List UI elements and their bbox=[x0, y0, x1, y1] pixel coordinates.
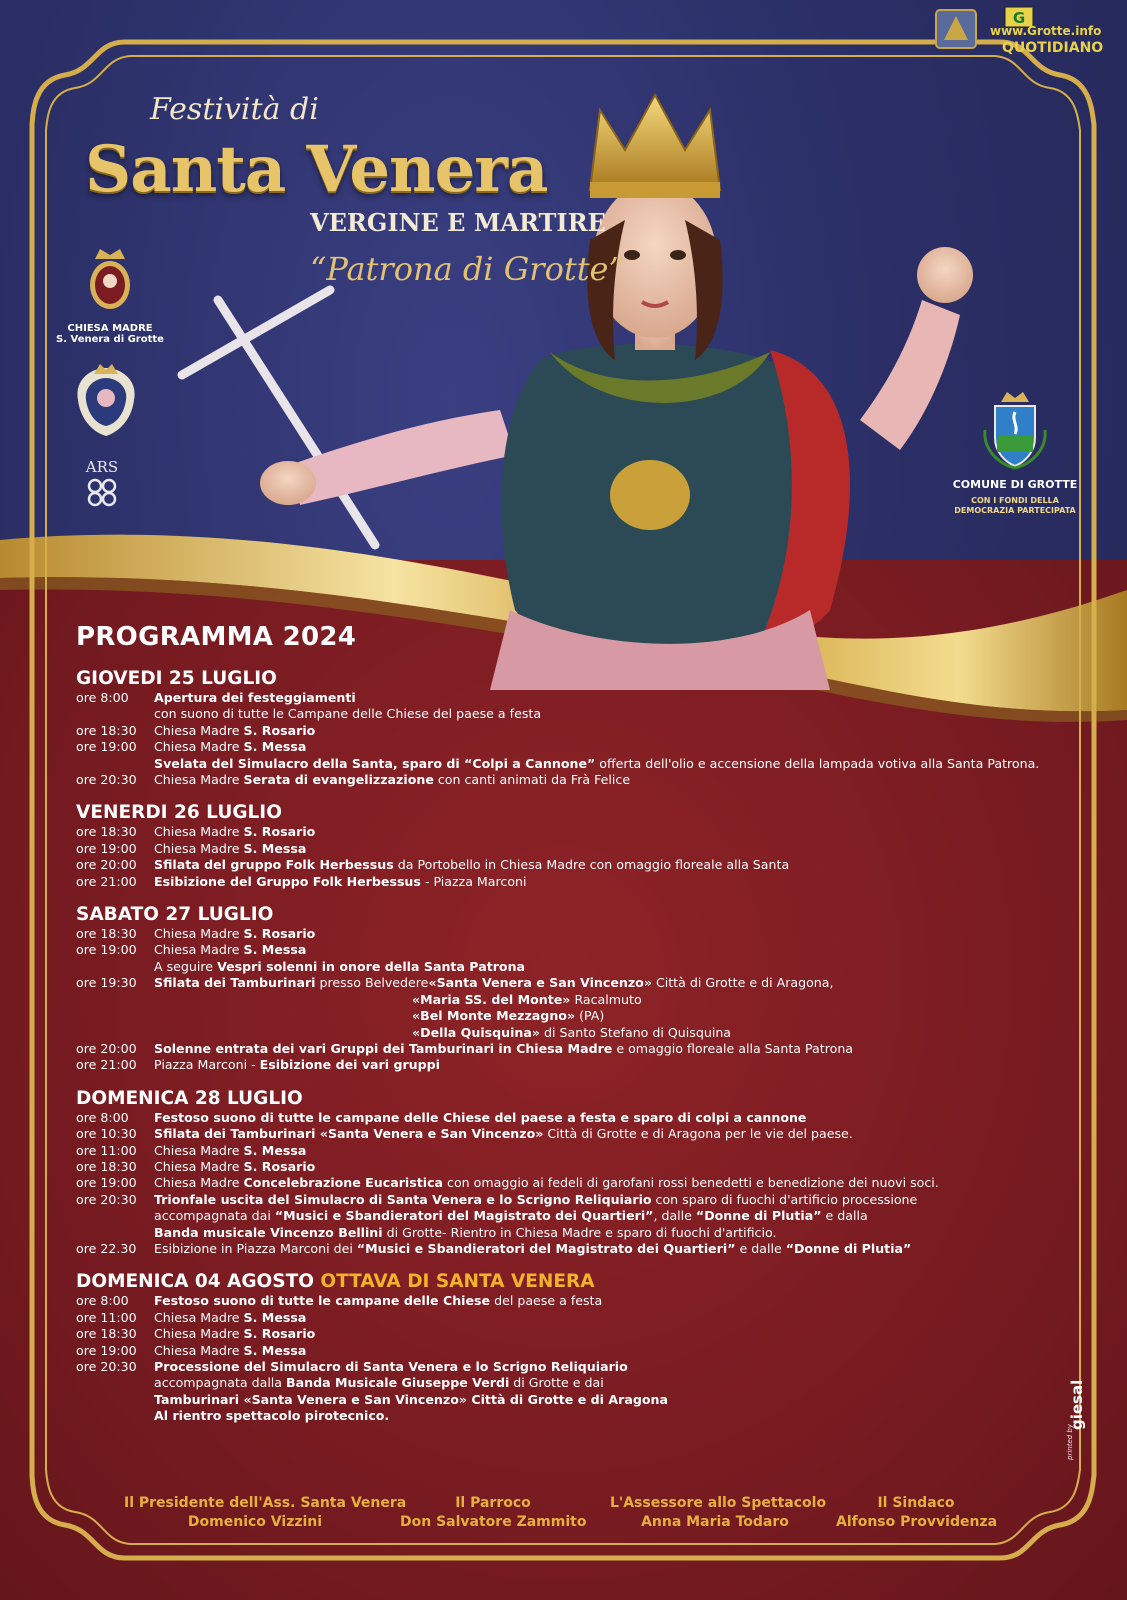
event-highlight: S. Rosario bbox=[243, 722, 316, 738]
event-highlight: S. Rosario bbox=[243, 1326, 316, 1342]
event-highlight: S. Messa bbox=[243, 942, 307, 958]
program-day bbox=[76, 1271, 1036, 1424]
program-event bbox=[76, 690, 1036, 706]
program-event bbox=[76, 1192, 1036, 1208]
program-day bbox=[76, 904, 1036, 1074]
event-text: Racalmuto bbox=[570, 991, 642, 1007]
event-highlight: «Maria SS. del Monte» bbox=[412, 991, 571, 1007]
event-text: accompagnata dai bbox=[154, 1208, 275, 1224]
event-highlight: «Santa Venera e San Vincenzo» bbox=[428, 975, 652, 991]
event-highlight: Concelebrazione Eucaristica bbox=[243, 1175, 444, 1191]
program-event bbox=[76, 1408, 1036, 1424]
event-time: ore 19:00 bbox=[76, 739, 137, 755]
event-time bbox=[76, 992, 154, 1008]
event-time: ore 18:30 bbox=[76, 1158, 137, 1174]
event-description bbox=[154, 1025, 1036, 1041]
event-highlight: Festoso suono di tutte le campane delle Chiese del paese a festa e sparo di colpi a cannone bbox=[154, 1109, 807, 1125]
comune-funds-label-2: DEMOCRAZIA PARTECIPATA bbox=[954, 506, 1076, 515]
event-text: Città di Grotte e di Aragona, bbox=[651, 975, 834, 991]
chiesa-label-1: CHIESA MADRE bbox=[67, 323, 153, 334]
event-highlight: Vespri solenni in onore della Santa Patrona bbox=[217, 958, 526, 974]
day-title bbox=[76, 802, 1036, 824]
event-text: Chiesa Madre bbox=[154, 722, 244, 738]
signature-sindaco bbox=[836, 1494, 996, 1532]
event-highlight: S. Messa bbox=[243, 1142, 307, 1158]
event-text: Chiesa Madre bbox=[154, 1326, 244, 1342]
program-event bbox=[76, 1208, 1036, 1224]
event-time: ore 21:00 bbox=[76, 1057, 137, 1073]
event-time: ore 19:00 bbox=[76, 1175, 137, 1191]
event-text: Chiesa Madre bbox=[154, 942, 244, 958]
event-text: Chiesa Madre bbox=[154, 1309, 244, 1325]
event-text: Chiesa Madre bbox=[154, 824, 244, 840]
event-time: ore 20:00 bbox=[76, 857, 137, 873]
program-event bbox=[76, 1057, 1036, 1073]
event-text: A seguire bbox=[154, 958, 218, 974]
program-list bbox=[76, 668, 1040, 1439]
event-description bbox=[154, 959, 1036, 975]
event-text: e dalle bbox=[735, 1240, 786, 1256]
event-description bbox=[154, 723, 1036, 739]
event-text: Chiesa Madre bbox=[154, 1342, 244, 1358]
event-time: ore 8:00 bbox=[76, 690, 129, 705]
event-highlight: S. Messa bbox=[243, 1309, 307, 1325]
signature-role: Il Presidente dell'Ass. Santa Venera bbox=[124, 1495, 407, 1511]
event-description bbox=[154, 824, 1036, 840]
subtitle: VERGINE E MARTIRE bbox=[310, 208, 606, 237]
signature-assessore bbox=[610, 1494, 827, 1532]
signature-name: Alfonso Provvidenza bbox=[836, 1514, 998, 1530]
event-description bbox=[154, 1041, 1036, 1057]
program-event bbox=[76, 874, 1036, 890]
event-time bbox=[76, 706, 154, 722]
printed-by-label: printed by bbox=[1066, 1423, 1074, 1460]
event-description bbox=[154, 1408, 1036, 1424]
event-time bbox=[76, 959, 154, 975]
program-event bbox=[76, 1310, 1036, 1326]
event-text: , dalle bbox=[653, 1208, 696, 1224]
signature-name: Don Salvatore Zammito bbox=[400, 1514, 587, 1530]
program-event bbox=[76, 824, 1036, 840]
event-time: ore 20:30 bbox=[76, 1191, 137, 1207]
event-text: Chiesa Madre bbox=[154, 926, 244, 942]
event-text: e dalla bbox=[821, 1208, 868, 1224]
day-date: DOMENICA 28 LUGLIO bbox=[76, 1087, 303, 1109]
event-description bbox=[154, 1143, 1036, 1159]
ars-logo bbox=[82, 458, 122, 510]
event-text: Chiesa Madre bbox=[154, 772, 244, 788]
event-highlight: “Musici e Sbandieratori del Magistrato dei Quartieri” bbox=[274, 1208, 654, 1224]
program-event bbox=[76, 772, 1036, 788]
program-event bbox=[76, 1293, 1036, 1309]
event-time: ore 19:00 bbox=[76, 840, 137, 856]
event-time: ore 11:00 bbox=[76, 1309, 137, 1325]
event-text: offerta dell'olio e accensione della lampada votiva alla Santa Patrona. bbox=[595, 755, 1040, 771]
program-event bbox=[76, 992, 1036, 1008]
event-description bbox=[154, 1057, 1036, 1073]
event-text: con suono di tutte le Campane delle Chiese del paese a festa bbox=[154, 706, 542, 722]
event-description bbox=[154, 1343, 1036, 1359]
chiesa-label-2: S. Venera di Grotte bbox=[56, 334, 164, 345]
event-highlight: Tamburinari «Santa Venera e San Vincenzo» Città di Grotte e di Aragona bbox=[154, 1391, 668, 1407]
printer-credit bbox=[1062, 1372, 1084, 1462]
program-event bbox=[76, 1343, 1036, 1359]
event-description bbox=[154, 975, 1036, 991]
ars-mark-icon bbox=[86, 478, 118, 506]
program-event bbox=[76, 1008, 1036, 1024]
comune-di-grotte-logo bbox=[945, 390, 1085, 516]
event-highlight: Banda Musicale Giuseppe Verdi bbox=[286, 1375, 510, 1391]
event-highlight: Festoso suono di tutte le campane delle Chiese bbox=[154, 1293, 491, 1309]
event-time bbox=[76, 1392, 154, 1408]
event-text: accompagnata dalla bbox=[154, 1375, 287, 1391]
program-event bbox=[76, 1225, 1036, 1241]
signature-name: Domenico Vizzini bbox=[187, 1514, 323, 1530]
event-description bbox=[154, 772, 1036, 788]
comune-funds-label-1: CON I FONDI DELLA bbox=[971, 496, 1059, 505]
event-time: ore 8:00 bbox=[76, 1293, 129, 1309]
day-date: SABATO 27 LUGLIO bbox=[76, 904, 274, 926]
event-text: di Grotte- Rientro in Chiesa Madre e sparo di fuochi d'artificio. bbox=[382, 1224, 777, 1240]
program-event bbox=[76, 1326, 1036, 1342]
event-description bbox=[154, 690, 1036, 706]
church-crest-icon bbox=[85, 245, 135, 313]
event-text: Chiesa Madre bbox=[154, 1158, 244, 1174]
event-description bbox=[154, 1110, 1036, 1126]
event-text: con omaggio ai fedeli di garofani rossi benedetti e benedizione dei nuovi soci. bbox=[443, 1175, 939, 1191]
event-time: ore 18:30 bbox=[76, 926, 137, 942]
event-description bbox=[154, 992, 1036, 1008]
event-highlight: Svelata del Simulacro della Santa, sparo di “Colpi a Cannone” bbox=[154, 755, 596, 771]
event-time: ore 18:30 bbox=[76, 1326, 137, 1342]
signature-role: L'Assessore allo Spettacolo bbox=[610, 1495, 827, 1511]
event-highlight: S. Messa bbox=[243, 739, 307, 755]
event-time: ore 19:00 bbox=[76, 942, 137, 958]
day-date: DOMENICA 04 AGOSTO bbox=[76, 1271, 321, 1293]
program-event bbox=[76, 1041, 1036, 1057]
program-event bbox=[76, 975, 1036, 991]
day-date: GIOVEDI 25 LUGLIO bbox=[76, 668, 277, 689]
event-time bbox=[76, 756, 154, 772]
event-description bbox=[154, 1392, 1036, 1408]
day-highlight: OTTAVA DI SANTA VENERA bbox=[320, 1271, 595, 1293]
event-time: ore 8:00 bbox=[76, 1109, 129, 1125]
event-highlight: Trionfale uscita del Simulacro di Santa Venera e lo Scrigno Reliquiario bbox=[154, 1191, 652, 1207]
event-text: Chiesa Madre bbox=[154, 739, 244, 755]
event-time bbox=[76, 1375, 154, 1391]
event-highlight: “Donne di Plutia” bbox=[785, 1240, 912, 1256]
signature-name: Anna Maria Todaro bbox=[641, 1514, 789, 1530]
comune-crest-icon bbox=[979, 390, 1051, 468]
event-description bbox=[154, 1310, 1036, 1326]
event-highlight: S. Messa bbox=[243, 1342, 307, 1358]
event-description bbox=[154, 1241, 1036, 1257]
event-text: e omaggio floreale alla Santa Patrona bbox=[612, 1040, 854, 1056]
site-subtitle: QUOTIDIANO bbox=[1002, 40, 1104, 56]
event-text: da Portobello in Chiesa Madre con omaggio floreale alla Santa bbox=[393, 857, 790, 873]
program-event bbox=[76, 1159, 1036, 1175]
event-time: ore 20:30 bbox=[76, 772, 137, 788]
event-description bbox=[154, 926, 1036, 942]
event-description bbox=[154, 706, 1036, 722]
event-time: ore 21:00 bbox=[76, 873, 137, 889]
signature-role: Il Parroco bbox=[455, 1495, 531, 1511]
event-time bbox=[76, 1008, 154, 1024]
program-event bbox=[76, 841, 1036, 857]
event-time: ore 10:30 bbox=[76, 1126, 137, 1142]
event-description bbox=[154, 739, 1036, 755]
event-description bbox=[154, 756, 1039, 772]
program-event bbox=[76, 959, 1036, 975]
program-event bbox=[76, 723, 1036, 739]
program-event bbox=[76, 926, 1036, 942]
event-description bbox=[154, 1192, 1036, 1208]
event-text: con canti animati da Frà Felice bbox=[433, 772, 631, 788]
event-highlight: S. Messa bbox=[243, 840, 307, 856]
program-event bbox=[76, 1025, 1036, 1041]
event-highlight: Serata di evangelizzazione bbox=[243, 772, 434, 788]
event-highlight: Apertura dei festeggiamenti bbox=[154, 690, 356, 705]
event-text: Esibizione in Piazza Marconi dei bbox=[154, 1240, 357, 1256]
event-description bbox=[154, 841, 1036, 857]
event-text: con sparo di fuochi d'artificio processione bbox=[651, 1191, 918, 1207]
program-event bbox=[76, 1241, 1036, 1257]
program-event bbox=[76, 1359, 1036, 1375]
event-description bbox=[154, 1208, 1036, 1224]
event-description bbox=[154, 874, 1036, 890]
event-time: ore 19:30 bbox=[76, 975, 137, 991]
site-name: www.Grotte.info bbox=[990, 24, 1102, 38]
event-description bbox=[154, 1326, 1036, 1342]
event-description bbox=[154, 1175, 1036, 1191]
patrona-tagline: “Patrona di Grotte” bbox=[310, 250, 625, 288]
signature-presidente bbox=[124, 1494, 407, 1532]
event-time bbox=[76, 1025, 154, 1041]
event-highlight: S. Rosario bbox=[243, 1158, 316, 1174]
event-time: ore 18:30 bbox=[76, 722, 137, 738]
program-event bbox=[76, 1392, 1036, 1408]
event-description bbox=[154, 857, 1036, 873]
program-event bbox=[76, 706, 1036, 722]
event-highlight: Sfilata dei Tamburinari bbox=[154, 975, 316, 991]
program-event bbox=[76, 1126, 1036, 1142]
event-highlight: Processione del Simulacro di Santa Venera e lo Scrigno Reliquiario bbox=[154, 1359, 628, 1374]
event-time: ore 18:30 bbox=[76, 824, 137, 840]
event-highlight: Sfilata del gruppo Folk Herbessus bbox=[154, 857, 394, 873]
event-description bbox=[154, 1008, 1036, 1024]
program-event bbox=[76, 1110, 1036, 1126]
event-text: del paese a festa bbox=[490, 1293, 603, 1309]
event-time: ore 20:30 bbox=[76, 1359, 137, 1374]
event-time bbox=[76, 1225, 154, 1241]
event-description bbox=[154, 1159, 1036, 1175]
event-description bbox=[154, 942, 1036, 958]
event-text: di Santo Stefano di Quisquina bbox=[540, 1024, 732, 1040]
event-text: Chiesa Madre bbox=[154, 840, 244, 856]
event-highlight: Esibizione dei vari gruppi bbox=[259, 1057, 440, 1073]
day-date: VENERDI 26 LUGLIO bbox=[76, 802, 282, 824]
event-highlight: Esibizione del Gruppo Folk Herbessus bbox=[154, 873, 421, 889]
event-text: Chiesa Madre bbox=[154, 1175, 244, 1191]
event-highlight: Solenne entrata dei vari Gruppi dei Tamburinari in Chiesa Madre bbox=[154, 1040, 613, 1056]
event-text: Città di Grotte e di Aragona per le vie del paese. bbox=[543, 1126, 853, 1142]
event-description bbox=[154, 1375, 1036, 1391]
chiesa-madre-logo bbox=[55, 245, 165, 345]
event-description bbox=[154, 1126, 1036, 1142]
program-event bbox=[76, 739, 1036, 755]
signatures-row bbox=[0, 1494, 1127, 1544]
event-description bbox=[154, 1293, 1036, 1309]
program-event bbox=[76, 857, 1036, 873]
event-highlight: «Bel Monte Mezzagno» bbox=[412, 1008, 576, 1024]
program-day bbox=[76, 668, 1040, 788]
program-event bbox=[76, 942, 1036, 958]
day-title bbox=[76, 1088, 1036, 1110]
program-day bbox=[76, 1088, 1036, 1258]
grotte-info-logo bbox=[930, 4, 1120, 56]
event-description bbox=[154, 1225, 1036, 1241]
main-title: Santa Venera bbox=[85, 132, 548, 207]
event-text: (PA) bbox=[575, 1008, 605, 1024]
svg-text:G: G bbox=[1012, 9, 1026, 27]
program-event bbox=[76, 1375, 1036, 1391]
event-highlight: “Donne di Plutia” bbox=[695, 1208, 822, 1224]
program-event bbox=[76, 1143, 1036, 1159]
event-highlight: «Della Quisquina» bbox=[412, 1024, 541, 1040]
event-text: - Piazza Marconi bbox=[420, 873, 527, 889]
signature-parroco bbox=[400, 1494, 586, 1532]
event-description bbox=[154, 1359, 1036, 1375]
event-highlight: Al rientro spettacolo pirotecnico. bbox=[154, 1408, 390, 1424]
event-highlight: S. Rosario bbox=[243, 824, 316, 840]
association-crest-icon bbox=[66, 360, 146, 440]
day-title bbox=[76, 668, 1036, 690]
program-day bbox=[76, 802, 1036, 890]
event-highlight: Sfilata dei Tamburinari «Santa Venera e San Vincenzo» bbox=[154, 1126, 544, 1142]
event-time: ore 22.30 bbox=[76, 1240, 137, 1256]
program-event bbox=[76, 755, 1040, 772]
event-time: ore 20:00 bbox=[76, 1040, 137, 1056]
signature-role: Il Sindaco bbox=[877, 1495, 955, 1511]
event-time: ore 11:00 bbox=[76, 1142, 137, 1158]
day-title bbox=[76, 904, 1036, 926]
ars-label: ARS bbox=[85, 458, 119, 476]
event-highlight: Banda musicale Vincenzo Bellini bbox=[154, 1224, 383, 1240]
printer-name: giesal bbox=[1068, 1379, 1086, 1430]
program-title: PROGRAMMA 2024 bbox=[76, 622, 357, 652]
emblem-icon bbox=[930, 6, 982, 52]
event-time bbox=[76, 1408, 154, 1424]
event-time: ore 19:00 bbox=[76, 1342, 137, 1358]
comune-label: COMUNE DI GROTTE bbox=[952, 478, 1078, 491]
event-highlight: S. Rosario bbox=[243, 926, 316, 942]
event-time bbox=[76, 1208, 154, 1224]
event-text: Piazza Marconi - bbox=[154, 1057, 260, 1073]
day-title bbox=[76, 1271, 1036, 1293]
program-event bbox=[76, 1175, 1036, 1191]
event-text: presso Belvedere bbox=[315, 975, 429, 991]
event-highlight: “Musici e Sbandieratori del Magistrato dei Quartieri” bbox=[356, 1240, 736, 1256]
event-text: Chiesa Madre bbox=[154, 1142, 244, 1158]
event-text: di Grotte e dai bbox=[509, 1375, 604, 1391]
festivita-label: Festività di bbox=[150, 92, 319, 127]
